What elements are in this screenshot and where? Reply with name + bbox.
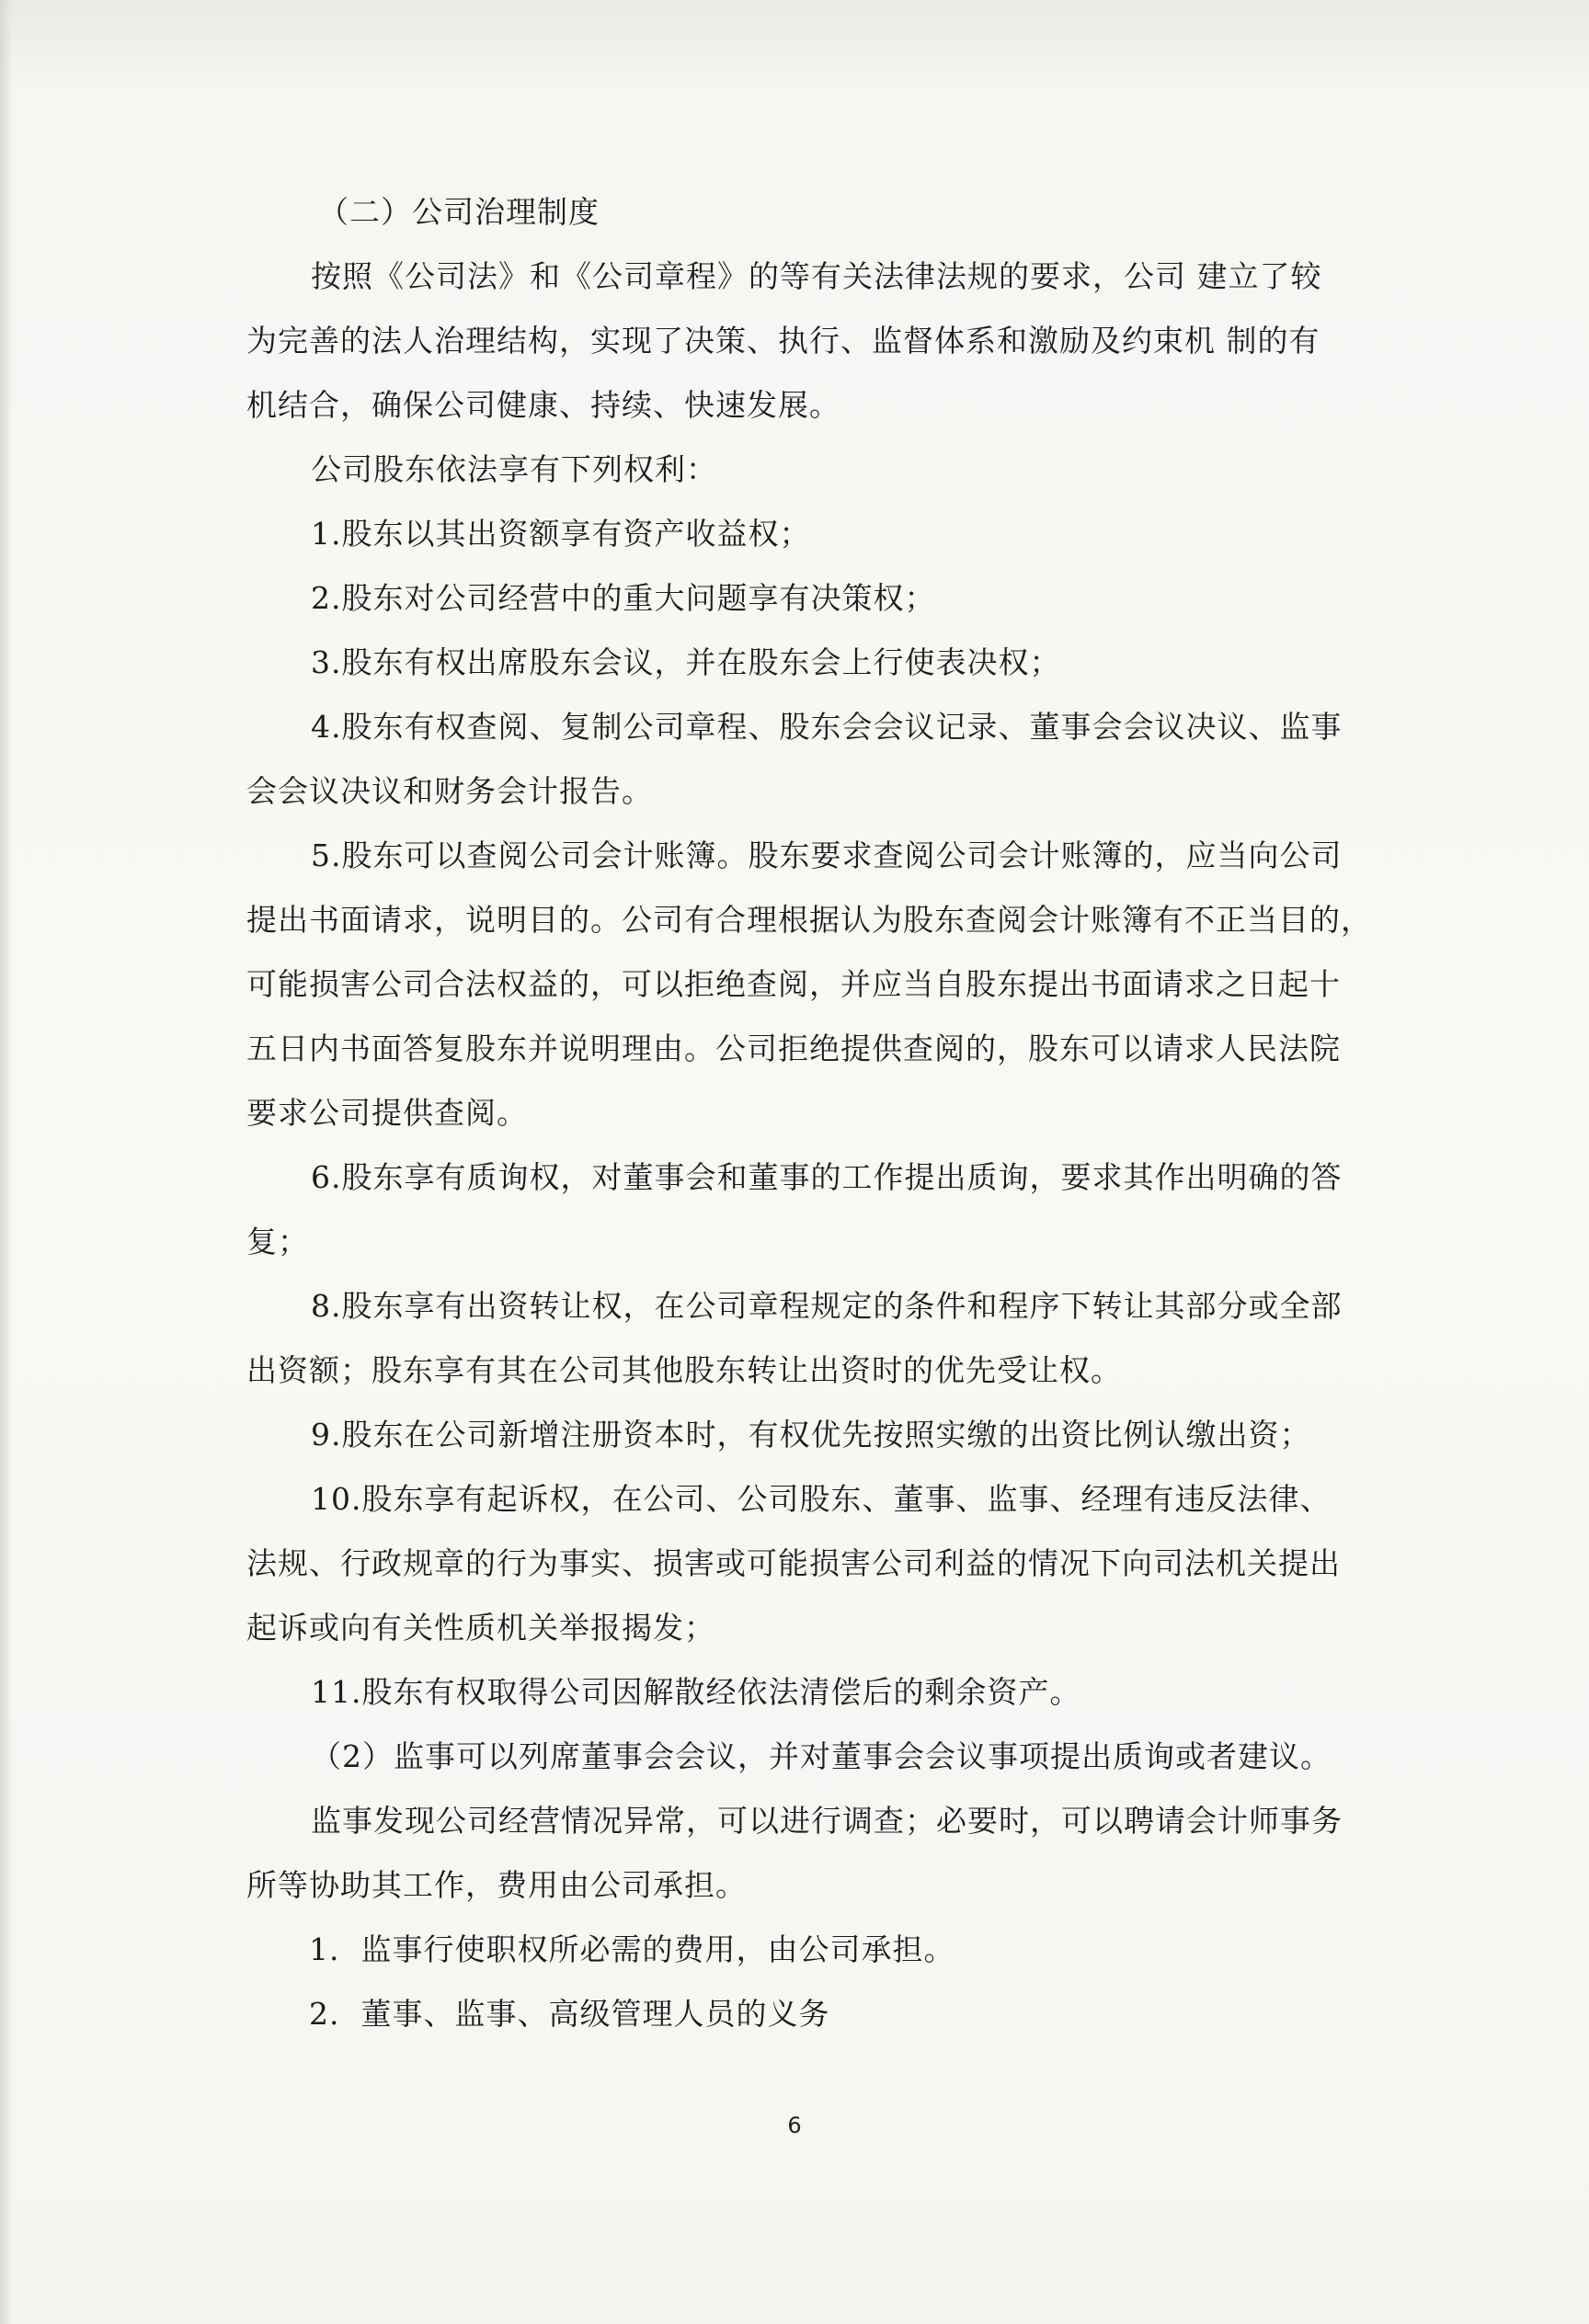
rights-list [246,510,1378,1716]
intro-line-1: 按照《公司法》和《公司章程》的等有关法律法规的要求，公司 建立了较 [311,258,1322,294]
right-5-line-4: 五日内书面答复股东并说明理由。公司拒绝提供查阅的，股东可以请求人民法院 [246,1031,1341,1066]
right-2: 2.股东对公司经营中的重大问题享有决策权； [311,580,936,616]
intro-line-3: 机结合，确保公司健康、持续、快速发展。 [246,387,840,423]
scan-edge [0,0,13,2324]
right-11: 11.股东有权取得公司因解散经依法清偿后的剩余资产。 [311,1674,1081,1710]
supervisor-item-2: 2. 董事、监事、高级管理人员的义务 [309,1996,830,2032]
section-heading: （二）公司治理制度 [318,194,600,230]
right-10-line-2: 法规、行政规章的行为事实、损害或可能损害公司利益的情况下向司法机关提出 [246,1545,1341,1581]
supervisor-para-2-line-1: 监事发现公司经营情况异常，可以进行调查；必要时，可以聘请会计师事务 [311,1803,1343,1839]
right-4-line-1: 4.股东有权查阅、复制公司章程、股东会会议记录、董事会会议决议、监事 [311,709,1343,745]
supervisor-para-2-line-2: 所等协助其工作，费用由公司承担。 [246,1867,747,1903]
right-8-line-2: 出资额；股东享有其在公司其他股东转让出资时的优先受让权。 [246,1352,1122,1388]
right-5-line-3: 可能损害公司合法权益的，可以拒绝查阅，并应当自股东提出书面请求之日起十 [246,966,1341,1002]
right-5-line-1: 5.股东可以查阅公司会计账簿。股东要求查阅公司会计账簿的，应当向公司 [311,837,1343,873]
right-6-line-2: 复； [246,1224,309,1259]
rights-intro: 公司股东依法享有下列权利： [311,451,717,487]
right-10-line-3: 起诉或向有关性质机关举报揭发； [246,1610,715,1646]
right-10-line-1: 10.股东享有起诉权，在公司、公司股东、董事、监事、经理有违反法律、 [311,1481,1332,1517]
right-4-line-2: 会会议决议和财务会计报告。 [246,773,653,809]
right-8-line-1: 8.股东享有出资转让权，在公司章程规定的条件和程序下转让其部分或全部 [311,1288,1343,1324]
right-1: 1.股东以其出资额享有资产收益权； [311,516,811,552]
supervisor-para-1: （2）监事可以列席董事会会议，并对董事会会议事项提出质询或者建议。 [311,1738,1332,1774]
page-number: 6 [787,2113,802,2138]
intro-line-2: 为完善的法人治理结构，实现了决策、执行、监督体系和激励及约束机 制的有 [246,323,1320,359]
right-9: 9.股东在公司新增注册资本时，有权优先按照实缴的出资比例认缴出资； [311,1417,1311,1452]
right-3: 3.股东有权出席股东会议，并在股东会上行使表决权； [311,644,1061,680]
supervisor-item-1: 1. 监事行使职权所必需的费用，由公司承担。 [309,1931,955,1967]
right-5-line-5: 要求公司提供查阅。 [246,1095,528,1131]
right-6-line-1: 6.股东享有质询权，对董事会和董事的工作提出质询，要求其作出明确的答 [311,1159,1343,1195]
document-body [246,188,1378,2038]
right-5-line-2: 提出书面请求，说明目的。公司有合理根据认为股东查阅会计账簿有不正当目的， [246,902,1372,938]
